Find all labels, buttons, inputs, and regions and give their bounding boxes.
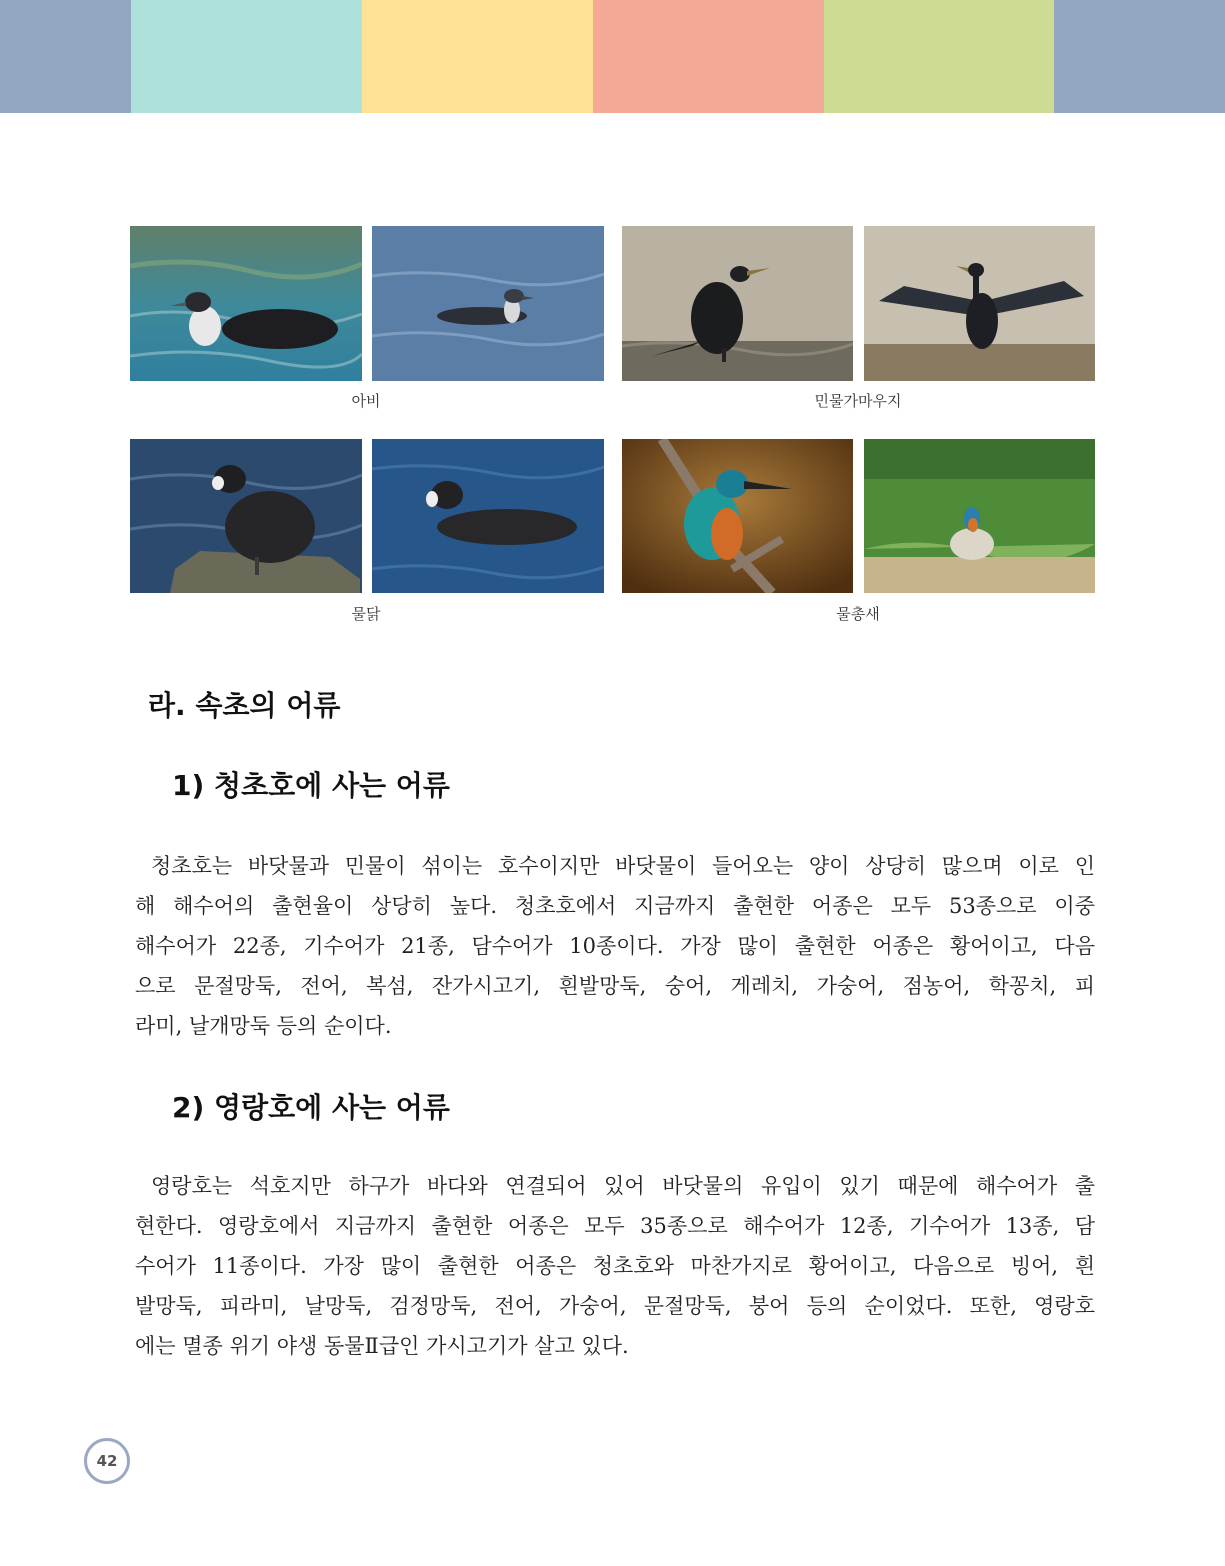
text-line: 수어가 11종이다. 가장 많이 출현한 어종은 청초호와 마찬가지로 황어이고, 다음으로 빙어, 흰 (135, 1254, 1095, 1278)
caption-cormorant: 민물가마우지 (814, 392, 902, 410)
caption-loon: 아비 (351, 392, 381, 410)
text-line: 청초호는 바닷물과 민물이 섞이는 호수이지만 바닷물이 들어오는 양이 상당히 많으며 이로 인 (151, 854, 1095, 878)
text-line: 발망둑, 피라미, 날망둑, 검정망둑, 전어, 가숭어, 문절망둑, 붕어 등의 순이었다. 또한, 영랑호 (135, 1294, 1095, 1318)
kingfisher-photo-2 (864, 439, 1095, 593)
section-title: 라. 속초의 어류 (148, 689, 341, 722)
caption-kingfisher: 물총새 (836, 605, 880, 623)
page-number: 42 (84, 1438, 130, 1484)
color-block (362, 0, 593, 113)
caption-coot: 물닭 (351, 605, 381, 623)
color-block (824, 0, 1054, 113)
text-line: 라미, 날개망둑 등의 순이다. (135, 1014, 392, 1038)
coot-photo-2 (372, 439, 604, 593)
color-block (131, 0, 362, 113)
color-block (593, 0, 824, 113)
text-line: 현한다. 영랑호에서 지금까지 출현한 어종은 모두 35종으로 해수어가 12종, 기수어가 13종, 담 (135, 1214, 1095, 1238)
text-line: 영랑호는 석호지만 하구가 바다와 연결되어 있어 바닷물의 유입이 있기 때문에 해수어가 출 (151, 1174, 1095, 1198)
cormorant-photo-1 (622, 226, 853, 381)
paragraph-cheongchoho (135, 846, 1095, 1046)
paragraph-yeongrangho (135, 1166, 1095, 1366)
color-block (1054, 0, 1225, 113)
subsection-heading-1: 1) 청초호에 사는 어류 (172, 769, 450, 802)
color-block (0, 0, 131, 113)
subsection-heading-2: 2) 영랑호에 사는 어류 (172, 1091, 450, 1124)
loon-photo-2 (372, 226, 604, 381)
header-color-bar (0, 0, 1225, 113)
text-line: 으로 문절망둑, 전어, 복섬, 잔가시고기, 흰발망둑, 숭어, 게레치, 가숭어, 점농어, 학꽁치, 피 (135, 974, 1095, 998)
text-line: 해수어가 22종, 기수어가 21종, 담수어가 10종이다. 가장 많이 출현한 어종은 황어이고, 다음 (135, 934, 1095, 958)
kingfisher-photo-1 (622, 439, 853, 593)
cormorant-photo-2 (864, 226, 1095, 381)
text-line: 에는 멸종 위기 야생 동물Ⅱ급인 가시고기가 살고 있다. (135, 1334, 629, 1358)
loon-photo-1 (130, 226, 362, 381)
coot-photo-1 (130, 439, 362, 593)
text-line: 해 해수어의 출현율이 상당히 높다. 청초호에서 지금까지 출현한 어종은 모두 53종으로 이중 (135, 894, 1095, 918)
